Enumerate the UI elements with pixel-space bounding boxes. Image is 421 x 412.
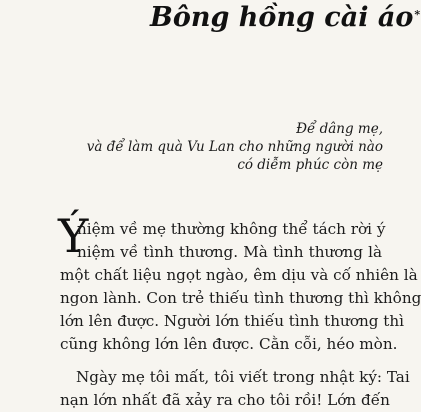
text-line: một chất liệu ngọt ngào, êm dịu và cố nhiên là (60, 266, 418, 284)
footnote-mark: * (414, 8, 421, 21)
paragraph (60, 366, 410, 412)
body-text (60, 218, 421, 412)
text-line: Ngày mẹ tôi mất, tôi viết trong nhật ký: Tai (76, 368, 410, 386)
chapter-title-text: Bông hồng cài áo (150, 2, 414, 33)
text-line: cũng không lớn lên được. Cằn cỗi, héo mòn. (60, 335, 398, 353)
dedication-line: có diễm phúc còn mẹ (237, 157, 383, 173)
drop-cap: Ý (58, 209, 89, 263)
dedication-line: và để làm quà Vu Lan cho những người nào (86, 139, 383, 155)
text-line: niệm về tình thương. Mà tình thương là (77, 243, 382, 261)
text-line: ngon lành. Con trẻ thiếu tình thương thì không (60, 289, 421, 307)
paragraph (60, 218, 421, 356)
dedication-line: Để dâng mẹ, (296, 121, 383, 137)
text-line: lớn lên được. Người lớn thiếu tình thương thì (60, 312, 405, 330)
text-line: niệm về mẹ thường không thể tách rời ý (77, 220, 386, 238)
text-line: nạn lớn nhất đã xảy ra cho tôi rồi! Lớn đến (60, 391, 390, 409)
chapter-title (150, 2, 420, 33)
dedication (83, 120, 383, 174)
